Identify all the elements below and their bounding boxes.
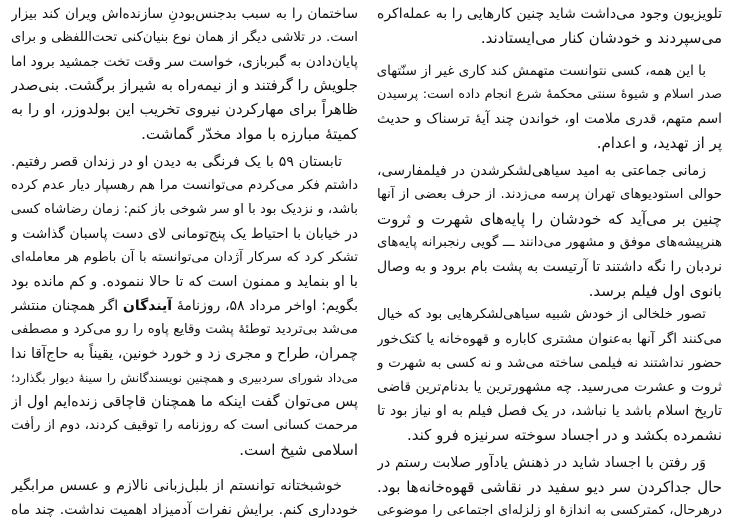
text-line: ساختمان را به سبب بدجنس‌بودنِ سازنده‌اش ویران کند بیزار: [11, 6, 358, 22]
text-line: می‌سپردند و خودشان کنار می‌ایستادند.: [480, 29, 722, 47]
text-line: تابستان ۵۹ با یک فرنگی به دیدن او در زندان قصر رفتیم.: [11, 154, 342, 170]
text-line: کمیتهٔ مبارزه با مواد مخدّر گماشت.: [141, 125, 358, 143]
text-line: خودداری کنم. برایش نفرات آدمیزاد اهمیت نداشت. چند ماه: [11, 502, 358, 518]
paragraph: [377, 451, 722, 523]
paragraph: [377, 303, 722, 447]
text-line: ثروت و عشرت می‌رسید. چه مشهورترین یا بدنام‌ترین قاضی: [377, 379, 722, 395]
text-line: تصور خلخالی از خودش شبیه سیاهی‌لشکرهایی بود که خیال: [377, 307, 706, 322]
right-column: [377, 2, 722, 523]
text-line: چمران، طراح و مجری زد و خورد خونین، یقیناً به حاج‌آقا ندا: [11, 346, 358, 362]
text-line: درهرحال، کمترکسی به اندازهٔ او زلزله‌ای اجتماعی را موضوعی: [377, 503, 722, 518]
newspaper-name: آیندگان: [122, 298, 173, 314]
text-line: خوشبختانه توانستم از بلبل‌زبانی نالازم و عسس مرابگیر: [11, 478, 342, 494]
text-line: [11, 294, 358, 318]
text-line: با او بنماید و ممنون است که تا حالا ننموده. و کم مانده بود: [11, 274, 358, 290]
paragraph: [11, 2, 358, 146]
text-line: است. در تلاشی دیگر از همان نوع بنیان‌کنی تحت‌اللفظی و برای: [11, 30, 358, 45]
text-line: نشمرده بکشد و در اجساد سوخته سرنیزه فرو کند.: [407, 426, 722, 444]
text-line: اسم متهم، قدری ملامت او، خواندن چند آیهٔ ترسناک و حدیث: [377, 111, 722, 127]
text-line: حال جداکردن سر دیو سفید در نقاشی قهوه‌خانه‌ها بود.: [377, 478, 722, 496]
text-line: پس می‌توان گفت اینکه ما همچنان قاچاقی زنده‌ایم اول از: [11, 394, 358, 410]
text-line: می‌شد بی‌تردید توطئهٔ پشت وقایع پاوه را رو می‌کرد و مصطفی: [11, 322, 358, 337]
text-line: اسلامی شیخ است.: [239, 441, 358, 459]
text-line: صدر اسلام و شیوهٔ سنتی محکمهٔ شرع انجام داده است: پرسیدن: [377, 87, 722, 102]
text-line: ظاهراً برای مهارکردن نیروی تخریب این بولدوزر، او را به: [11, 101, 358, 118]
text-line: داشتم فکر می‌کردم می‌توانست مرا هم رهسپار دیار عدم کرده: [11, 178, 358, 193]
text-line: پر از تهدید، و اعدام.: [596, 134, 722, 152]
paragraph: [377, 2, 722, 50]
text-line: هنرپیشه‌های موفق و مشهور می‌دانند ـــ گویی رنجبرانه پایه‌های: [377, 235, 722, 250]
text-line: چنین بر می‌آید که خودشان را پایه‌های شهرت و ثروت: [377, 210, 722, 228]
left-column: [11, 2, 358, 522]
paragraph: [11, 150, 358, 462]
text-line: تلویزیون وجود می‌داشت شاید چنین کارهایی را به عمله‌اکره: [377, 6, 722, 22]
text-line: نردبان را نگه داشتند تا آرتیست به پشت بام برود و به وصال: [377, 259, 722, 275]
text-line: باشد، و نزدیک بود با او سر شوخی باز کنم: زمان رضاشاه کسی: [11, 202, 358, 217]
text-line: می‌داد شورای سردبیری و همچنین نویسندگانش را سینهٔ دیوار بگذارد؛: [11, 371, 358, 385]
text-line: پایان‌دادن به گبربازی، خواست سر وقت تخت جمشید برود اما: [11, 54, 358, 70]
text-line: مرحمت کسانی است که روزنامه را توقیف کردند، دوم از رأفت: [11, 418, 358, 433]
text-line: می‌کنند اگر آنها به‌عنوان مشتری کاباره و قهوه‌خانه یا کتک‌خور: [377, 331, 722, 347]
text-segment: اگر همچنان منتشر: [11, 298, 119, 314]
text-line: حضور نداشتند نه فیلمی ساخته می‌شد و نه کسی به شهرت و: [377, 355, 722, 371]
text-line: جلویش را گرفتند و از نیمه‌راه به شیراز برگشت. بنی‌صدر: [11, 77, 358, 94]
text-line: با این همه، کسی نتوانست متهمش کند کاری غیر از سنّتهای: [377, 63, 706, 79]
text-line: زمانی جماعتی به امید سیاهی‌لشکرشدن در فیلمفارسی،: [377, 163, 706, 179]
text-segment: بگویم: اواخر مرداد ۵۸، روزنامهٔ: [176, 298, 358, 314]
text-line: بانوی اول فیلم برسد.: [588, 282, 722, 300]
text-line: حوالی استودیوهای تهران پرسه می‌زدند. از حرف بعضی از آنها: [377, 187, 722, 202]
text-line: تاریخ اسلام باشد یا نباشد، در یک فصل فیلم به او نیاز بود تا: [377, 403, 722, 419]
paragraph: [377, 59, 722, 155]
paragraph: [377, 159, 722, 303]
text-line: در خیابان با احتیاط یک پنج‌تومانی لای دست پاسبان گذاشت و: [11, 226, 358, 242]
paragraph: [11, 474, 358, 522]
text-line: تشکر کرد که سرکار آژدان می‌توانسته با آن باطوم هر معامله‌ای: [11, 250, 358, 265]
text-line: وَر رفتن با اجساد شاید در ذهنش یادآور صلابت رستم در: [377, 455, 706, 471]
